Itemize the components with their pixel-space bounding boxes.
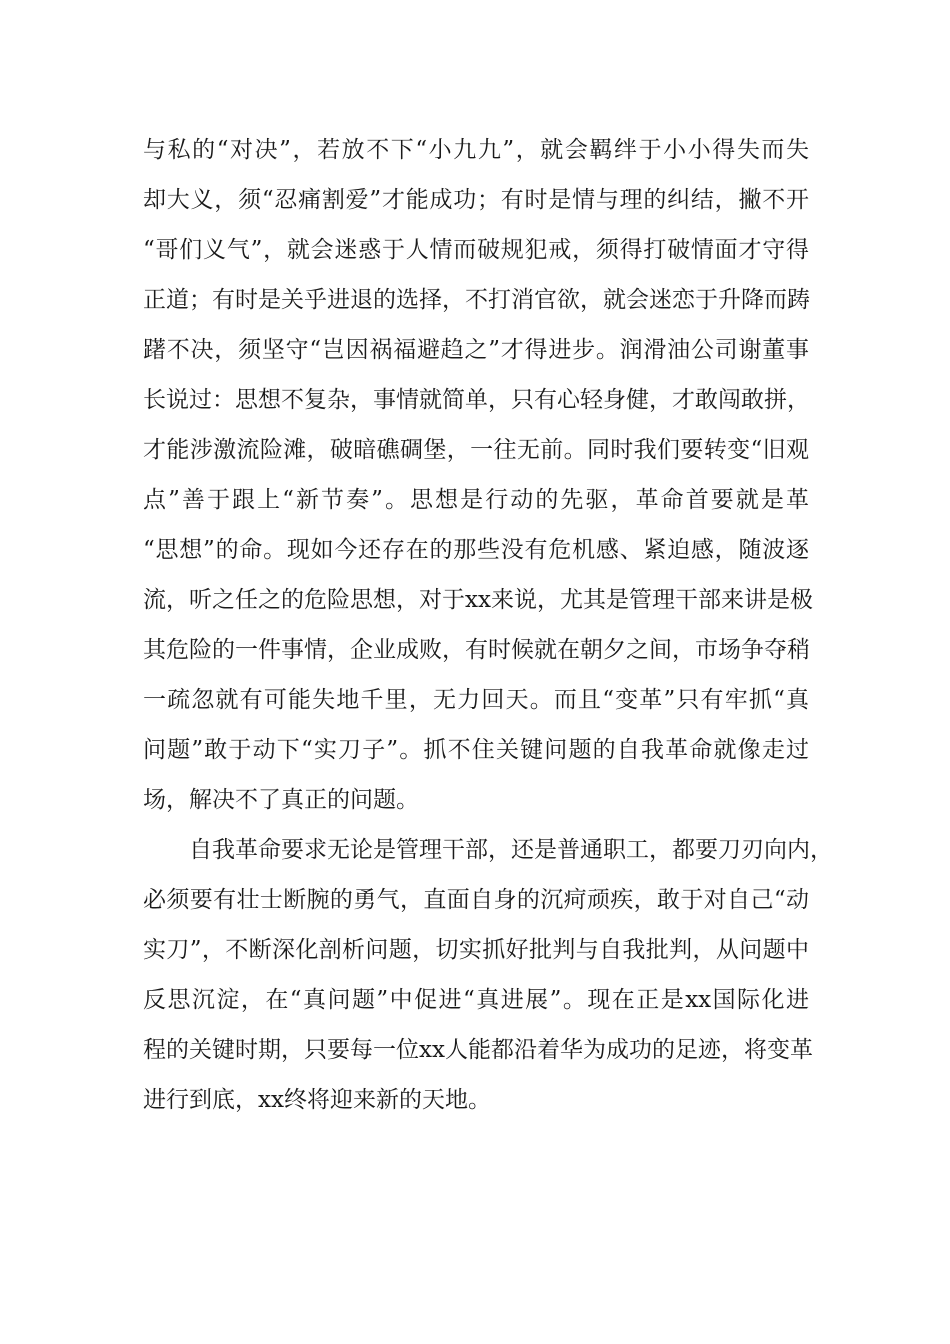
text-line: 与私的“对决”，若放不下“小九九”，就会羁绊于小小得失而失 [143, 137, 809, 163]
document-body [143, 125, 833, 1125]
text-line: 程的关键时期，只要每一位xx人能都沿着华为成功的足迹，将变革 [143, 1037, 813, 1063]
text-line: 实刀”，不断深化剖析问题，切实抓好批判与自我批判，从问题中 [143, 937, 809, 963]
text-line: 场，解决不了真正的问题。 [143, 787, 419, 813]
text-line: “思想”的命。现如今还存在的那些没有危机感、紧迫感，随波逐 [143, 537, 809, 563]
text-line: 才能涉激流险滩，破暗礁碉堡，一往无前。同时我们要转变“旧观 [143, 437, 809, 463]
text-line: 一疏忽就有可能失地千里，无力回天。而且“变革”只有牢抓“真 [143, 687, 809, 713]
text-line: 进行到底，xx终将迎来新的天地。 [143, 1087, 491, 1113]
text-line: 躇不决，须坚守“岂因祸福避趋之”才得进步。润滑油公司谢董事 [143, 337, 809, 363]
text-line: 却大义，须“忍痛割爱”才能成功；有时是情与理的纠结，撇不开 [143, 187, 809, 213]
text-line: 流，听之任之的危险思想，对于xx来说，尤其是管理干部来讲是极 [143, 587, 813, 613]
text-line: 自我革命要求无论是管理干部，还是普通职工，都要刀刃向内， [189, 837, 833, 863]
paragraph-1 [143, 125, 813, 825]
text-line: 问题”敢于动下“实刀子”。抓不住关键问题的自我革命就像走过 [143, 737, 809, 763]
paragraph-2 [143, 825, 833, 1125]
text-line: “哥们义气”，就会迷惑于人情而破规犯戒，须得打破情面才守得 [143, 237, 809, 263]
text-line: 其危险的一件事情，企业成败，有时候就在朝夕之间，市场争夺稍 [143, 637, 810, 663]
text-line: 必须要有壮士断腕的勇气，直面自身的沉疴顽疾，敢于对自己“动 [143, 887, 809, 913]
text-line: 反思沉淀，在“真问题”中促进“真进展”。现在正是xx国际化进 [143, 987, 809, 1013]
text-line: 长说过：思想不复杂，事情就简单，只有心轻身健，才敢闯敢拼， [143, 387, 810, 413]
text-line: 点”善于跟上“新节奏”。思想是行动的先驱，革命首要就是革 [143, 487, 809, 513]
text-line: 正道；有时是关乎进退的选择，不打消官欲，就会迷恋于升降而踌 [143, 287, 810, 313]
